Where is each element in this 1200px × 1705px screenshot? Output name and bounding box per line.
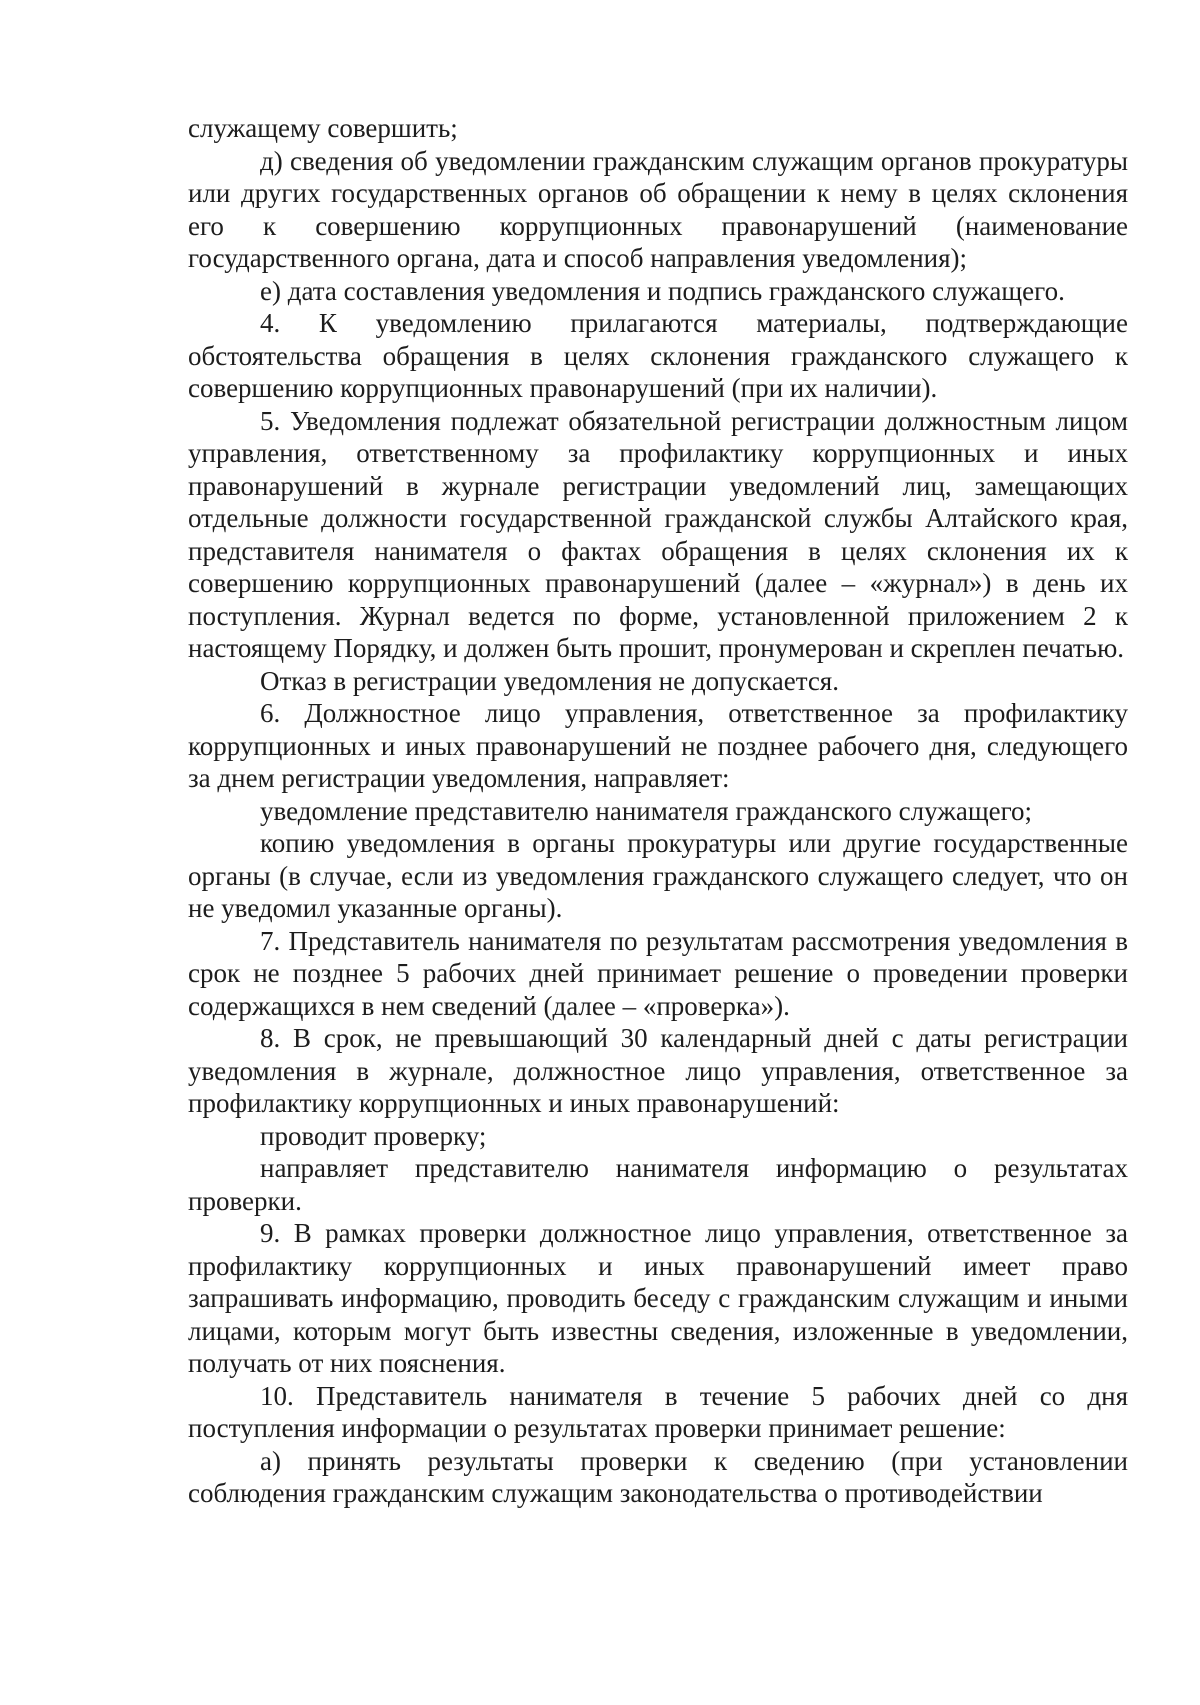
paragraph-item-e: е) дата составления уведомления и подпись гражданского служащего. [260, 275, 1065, 306]
paragraph-5: 5. Уведомления подлежат обязательной регистрации должностным лицом управления, ответственному за профилактику коррупционных и иных правонарушений в журнале регистрации уведомлений лиц, замещающих отдельные должности государственной гражданской службы Алтайского края, представителя нанимателя о фактах обращения в целях склонения их к совершению коррупционных правонарушений (далее – «журнал») в день их поступления. Журнал ведется по форме, установленной приложением 2 к настоящему Порядку, и должен быть прошит, пронумерован и скреплен печатью. [188, 405, 1128, 663]
paragraph-6: 6. Должностное лицо управления, ответственное за профилактику коррупционных и иных правонарушений не позднее рабочего дня, следующего за днем регистрации уведомления, направляет: [188, 698, 1128, 793]
paragraph-7: 7. Представитель нанимателя по результатам рассмотрения уведомления в срок не позднее 5 рабочих дней принимает решение о проведении проверки содержащихся в нем сведений (далее – «проверка»). [188, 925, 1128, 1021]
paragraph-8: 8. В срок, не превышающий 30 календарный дней с даты регистрации уведомления в журнале, должностное лицо управления, ответственное за профилактику коррупционных и иных правонарушений: [188, 1023, 1128, 1118]
paragraph-9: 9. В рамках проверки должностное лицо управления, ответственное за профилактику коррупционных и иных правонарушений имеет право запрашивать информацию, проводить беседу с гражданским служащим и иными лицами, которым могут быть известны сведения, изложенные в уведомлении, получать от них пояснения. [188, 1218, 1128, 1378]
document-page [188, 112, 1128, 1510]
paragraph-6-item-1: уведомление представителю нанимателя гражданского служащего; [260, 795, 1033, 826]
paragraph-item-d: д) сведения об уведомлении гражданским служащим органов прокуратуры или других государственных органов об обращении к нему в целях склонения его к совершению коррупционных правонарушений (наименование государственного органа, дата и способ направления уведомления); [188, 145, 1128, 273]
paragraph-6-item-2: копию уведомления в органы прокуратуры или другие государственные органы (в случае, если из уведомления гражданского служащего следует, что он не уведомил указанные органы). [188, 828, 1128, 923]
paragraph-4: 4. К уведомлению прилагаются материалы, подтверждающие обстоятельства обращения в целях склонения гражданского служащего к совершению коррупционных правонарушений (при их наличии). [188, 308, 1128, 403]
paragraph-10: 10. Представитель нанимателя в течение 5 рабочих дней со дня поступления информации о результатах проверки принимает решение: [188, 1380, 1128, 1443]
paragraph-10-item-a: а) принять результаты проверки к сведению (при установлении соблюдения гражданским служащим законодательства о противодействии [188, 1445, 1128, 1508]
paragraph-refusal: Отказ в регистрации уведомления не допускается. [260, 665, 839, 696]
paragraph-continuation: служащему совершить; [188, 113, 458, 143]
paragraph-8-item-1: проводит проверку; [260, 1120, 487, 1151]
paragraph-8-item-2: направляет представителю нанимателя информацию о результатах проверки. [188, 1153, 1128, 1216]
